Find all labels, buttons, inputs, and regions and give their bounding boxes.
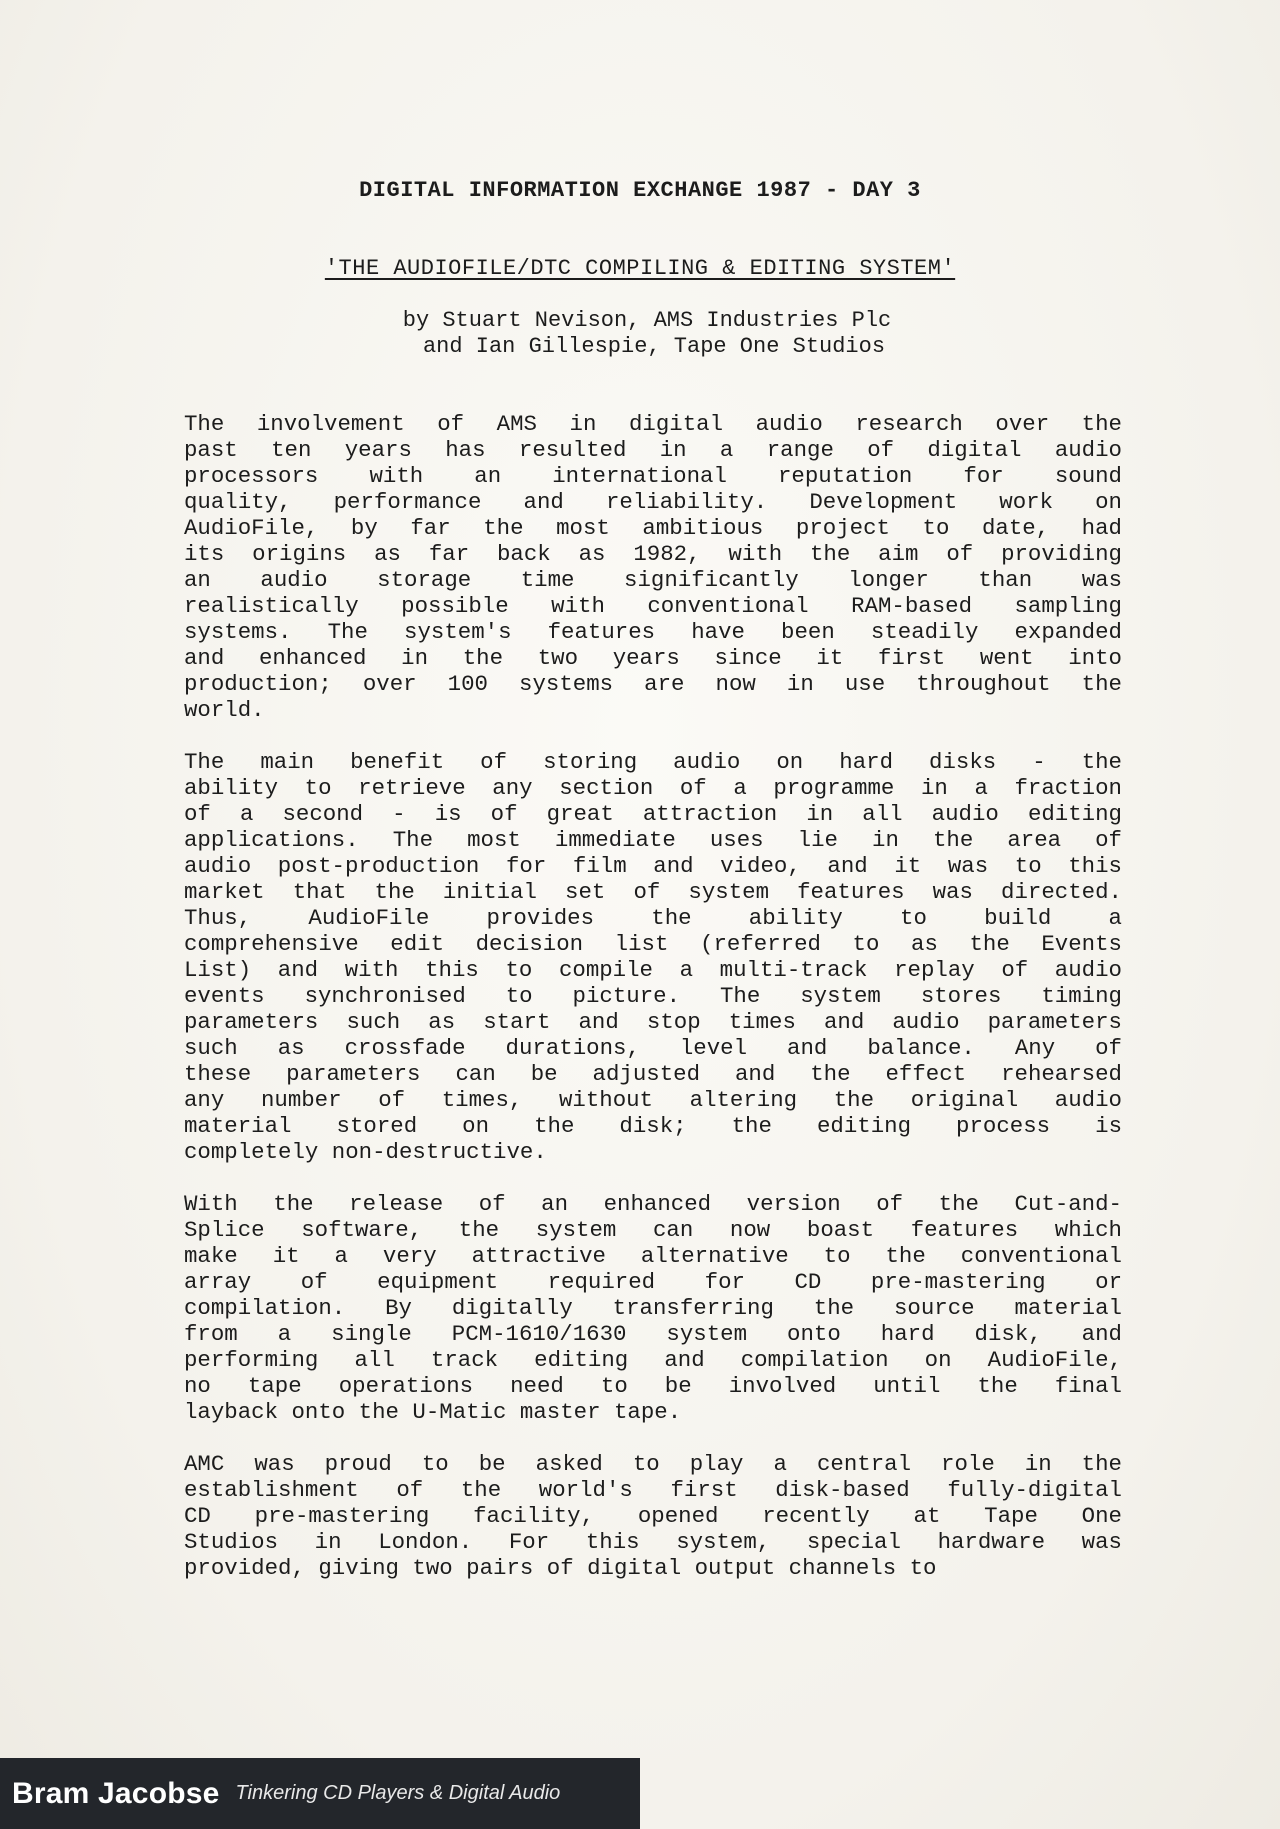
paragraph-line: Thus, AudioFile provides the ability to build a [184, 905, 1122, 931]
paragraph-line: The main benefit of storing audio on hard disks - the [184, 749, 1122, 775]
document-subtitle [0, 256, 1280, 281]
watermark-name: Bram Jacobse [12, 1776, 220, 1810]
body-paragraph [184, 1191, 1122, 1425]
paragraph-line: layback onto the U-Matic master tape. [184, 1399, 682, 1425]
paragraph-line: List) and with this to compile a multi-track replay of audio [184, 957, 1122, 983]
paragraph-line: audio post-production for film and video, and it was to this [184, 853, 1122, 879]
paragraph-line: world. [184, 697, 265, 723]
paragraph-line: AMC was proud to be asked to play a central role in the [184, 1451, 1122, 1477]
paragraph-line: performing all track editing and compilation on AudioFile, [184, 1347, 1122, 1373]
subtitle-text: 'THE AUDIOFILE/DTC COMPILING & EDITING SYSTEM' [324, 256, 956, 281]
document-title: DIGITAL INFORMATION EXCHANGE 1987 - DAY 3 [359, 178, 921, 203]
body-paragraph [184, 411, 1122, 723]
paragraph-line: comprehensive edit decision list (referred to as the Events [184, 931, 1122, 957]
paragraph-line: such as crossfade durations, level and balance. Any of [184, 1035, 1122, 1061]
paragraph-line: these parameters can be adjusted and the effect rehearsed [184, 1061, 1122, 1087]
paragraph-line: production; over 100 systems are now in use throughout the [184, 671, 1122, 697]
paragraph-line: completely non-destructive. [184, 1139, 547, 1165]
paragraph-line: array of equipment required for CD pre-mastering or [184, 1269, 1122, 1295]
watermark-banner [0, 1758, 640, 1829]
paragraph-line: CD pre-mastering facility, opened recently at Tape One [184, 1503, 1122, 1529]
paragraph-line: of a second - is of great attraction in all audio editing [184, 801, 1122, 827]
paragraph-line: With the release of an enhanced version of the Cut-and- [184, 1191, 1122, 1217]
watermark-tagline: Tinkering CD Players & Digital Audio [235, 1782, 561, 1804]
paragraph-line: from a single PCM-1610/1630 system onto hard disk, and [184, 1321, 1122, 1347]
paragraph-line: quality, performance and reliability. Development work on [184, 489, 1122, 515]
paragraph-line: make it a very attractive alternative to the conventional [184, 1243, 1122, 1269]
byline-authors-line-2: and Ian Gillespie, Tape One Studios [422, 334, 886, 359]
paragraph-line: Studios in London. For this system, special hardware was [184, 1529, 1122, 1555]
paragraph-line: systems. The system's features have been steadily expanded [184, 619, 1122, 645]
paragraph-line: Splice software, the system can now boast features which [184, 1217, 1122, 1243]
paragraph-line: establishment of the world's first disk-based fully-digital [184, 1477, 1122, 1503]
body-paragraph [184, 749, 1122, 1165]
paragraph-line: an audio storage time significantly longer than was [184, 567, 1122, 593]
paragraph-line: market that the initial set of system features was directed. [184, 879, 1122, 905]
paragraph-line: material stored on the disk; the editing process is [184, 1113, 1122, 1139]
paragraph-line: AudioFile, by far the most ambitious project to date, had [184, 515, 1122, 541]
paragraph-line: and enhanced in the two years since it first went into [184, 645, 1122, 671]
paragraph-line: ability to retrieve any section of a programme in a fraction [184, 775, 1122, 801]
paragraph-line: parameters such as start and stop times and audio parameters [184, 1009, 1122, 1035]
paragraph-line: realistically possible with conventional RAM-based sampling [184, 593, 1122, 619]
paragraph-line: its origins as far back as 1982, with the aim of providing [184, 541, 1122, 567]
paragraph-line: The involvement of AMS in digital audio research over the [184, 411, 1122, 437]
paragraph-line: events synchronised to picture. The system stores timing [184, 983, 1122, 1009]
paragraph-line: compilation. By digitally transferring the source material [184, 1295, 1122, 1321]
body-paragraph [184, 1451, 1122, 1581]
paragraph-line: processors with an international reputation for sound [184, 463, 1122, 489]
paragraph-line: past ten years has resulted in a range of digital audio [184, 437, 1122, 463]
paragraph-line: any number of times, without altering the original audio [184, 1087, 1122, 1113]
paragraph-line: applications. The most immediate uses lie in the area of [184, 827, 1122, 853]
byline-authors-line-1: by Stuart Nevison, AMS Industries Plc [402, 308, 892, 333]
paragraph-line: no tape operations need to be involved until the final [184, 1373, 1122, 1399]
paragraph-line: provided, giving two pairs of digital output channels to [184, 1555, 937, 1581]
